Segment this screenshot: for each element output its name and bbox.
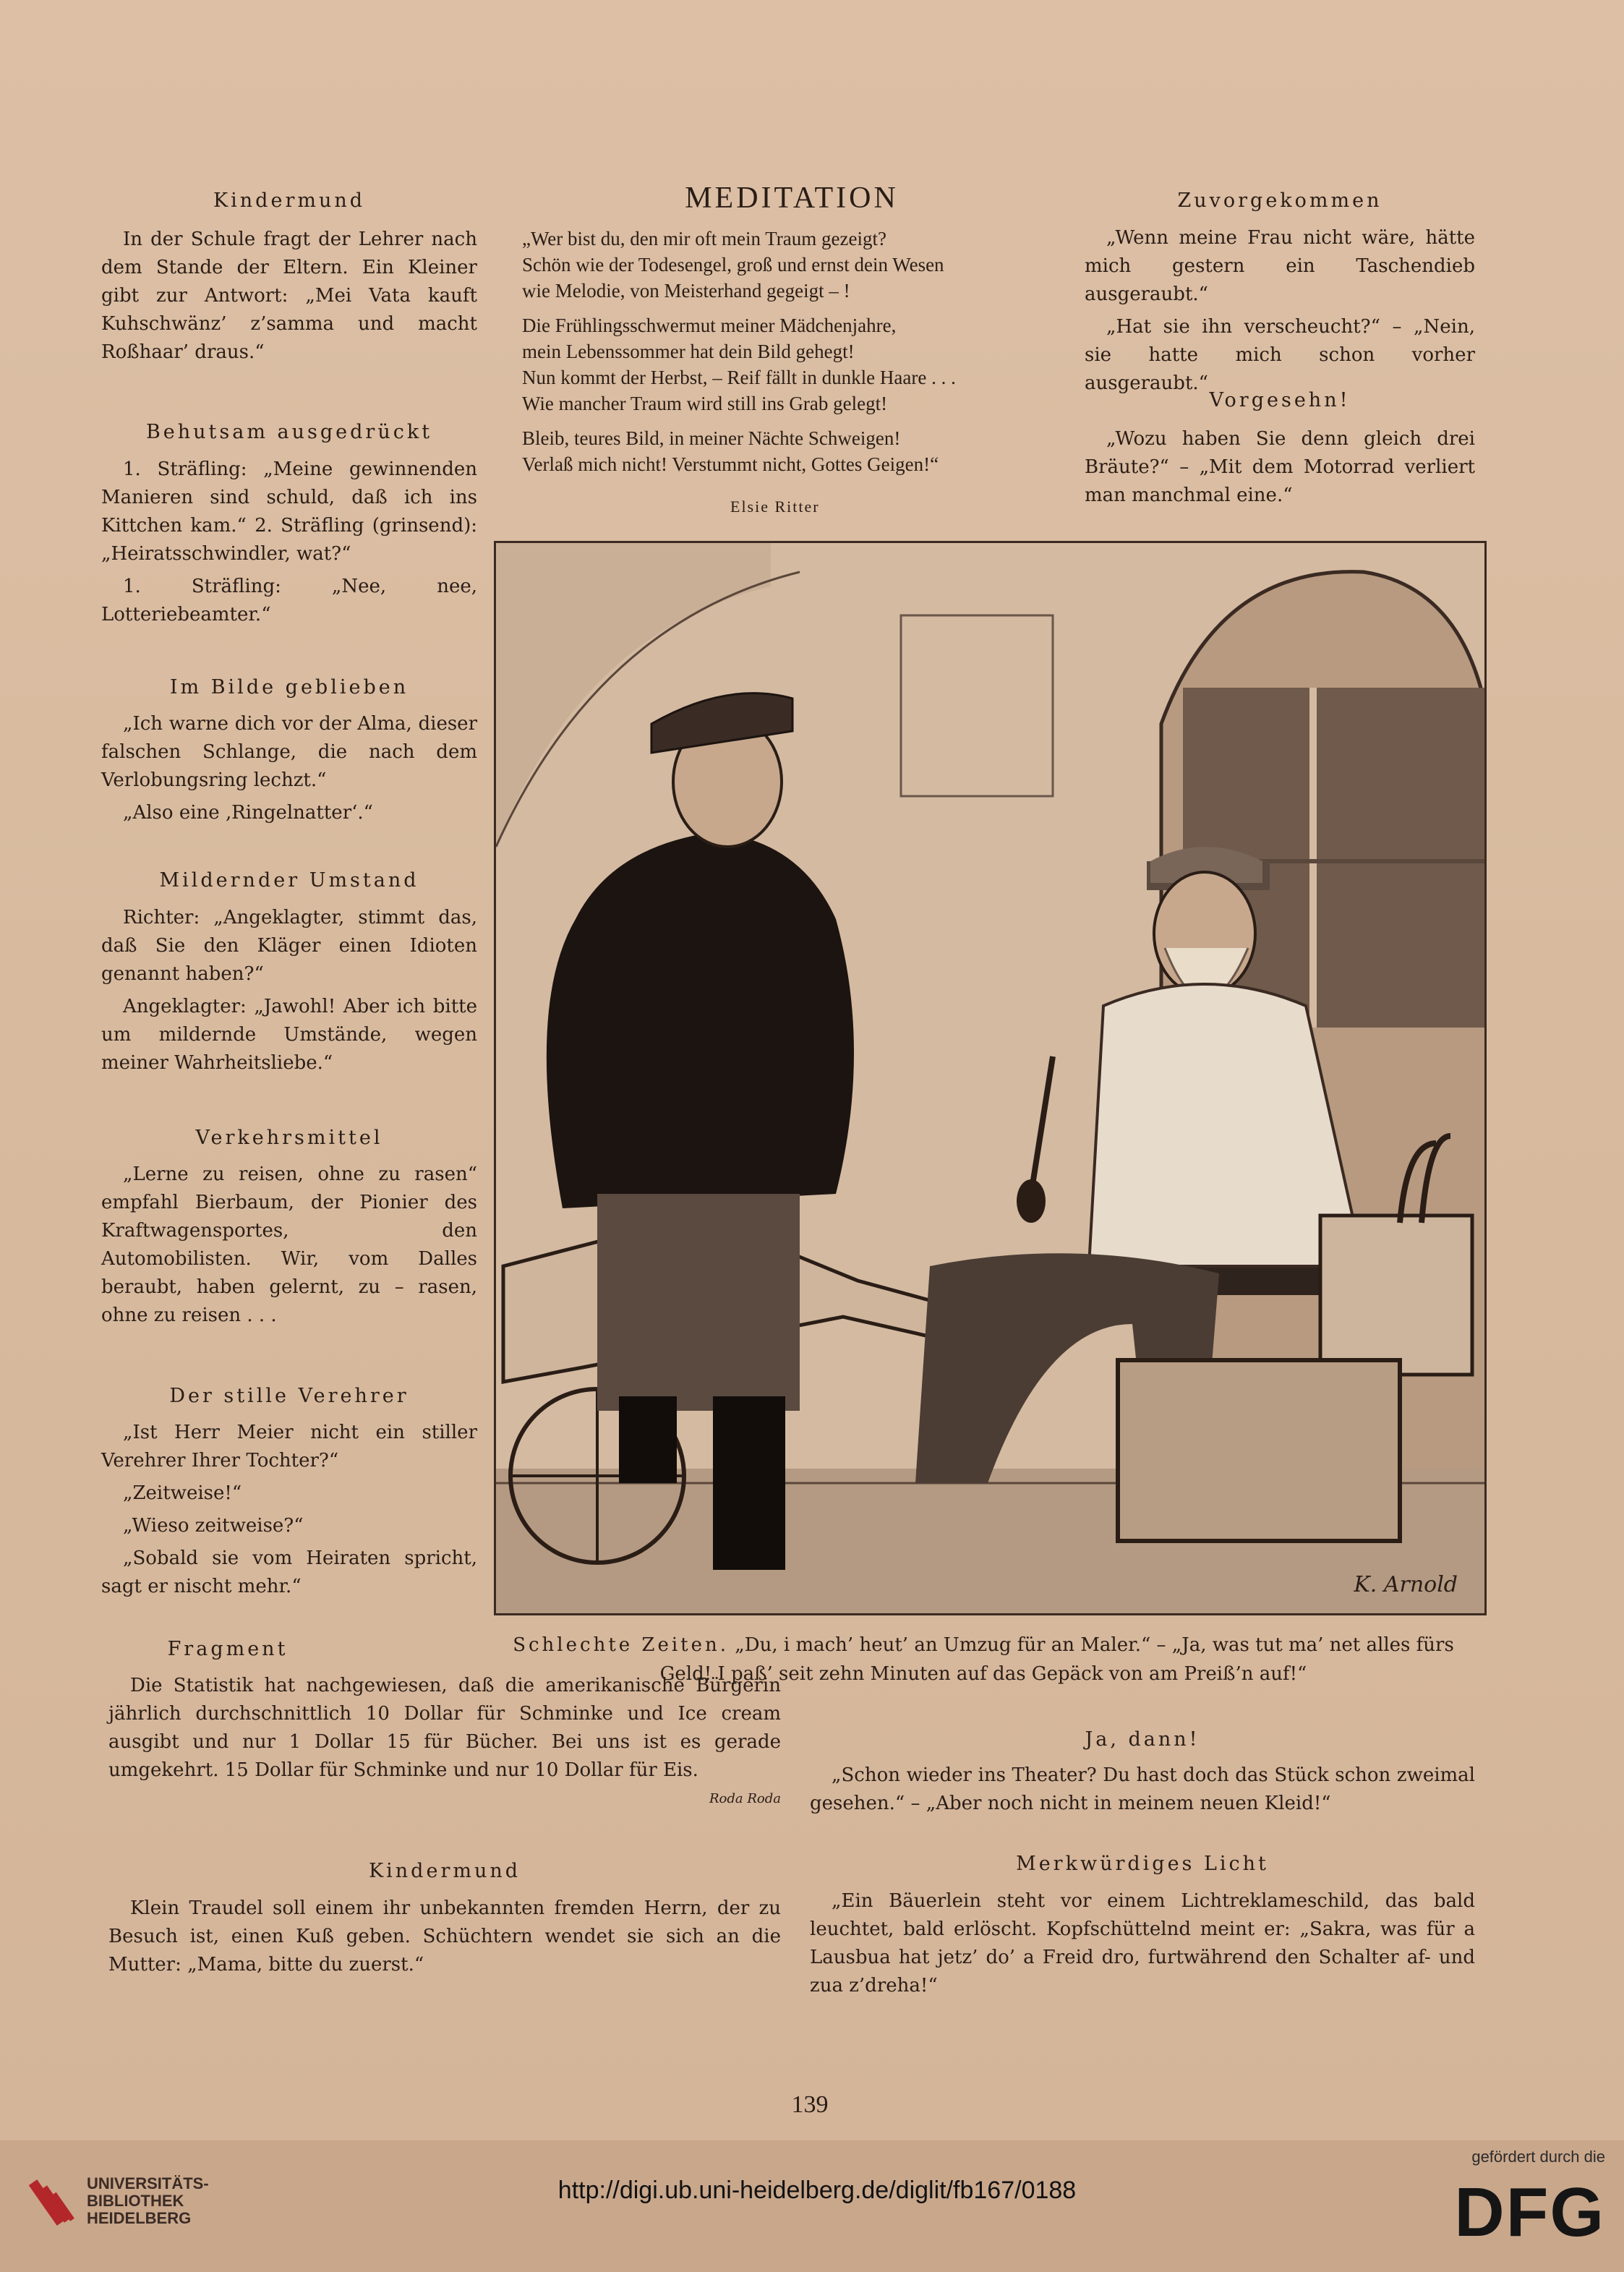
meditation-poem xyxy=(522,226,1072,486)
poem-author: Elsie Ritter xyxy=(730,497,820,516)
heading-vorgesehn: Vorgesehn! xyxy=(1209,389,1351,411)
heading-im-bilde: Im Bilde geblieben xyxy=(169,676,409,699)
caption-lead: Schlechte Zeiten. xyxy=(513,1634,730,1656)
cartoon-drawing xyxy=(496,543,1484,1613)
poem-line: mein Lebenssommer hat dein Bild gehegt! xyxy=(522,341,855,362)
text-vorgesehn xyxy=(1085,425,1475,514)
text-mildernder xyxy=(101,904,477,1082)
footer-bar xyxy=(0,2140,1624,2272)
paragraph: Klein Traudel soll einem ihr unbekannten fremden Herrn, der zu Besuch ist, einen Kuß geben. Schüchtern wendet sie sich an die Mutter: „Mama, bitte du zuerst.“ xyxy=(108,1897,781,1976)
paragraph: „Ist Herr Meier nicht ein stiller Verehrer Ihrer Tochter?“ xyxy=(101,1422,477,1472)
heading-mildernder: Mildernder Umstand xyxy=(159,869,419,892)
poem-stanza xyxy=(522,425,1072,477)
meditation-title: MEDITATION xyxy=(685,181,899,215)
dfg-logo: DFG xyxy=(1454,2174,1605,2251)
poem-stanza xyxy=(522,312,1072,417)
digitization-url-link[interactable]: http://digi.ub.uni-heidelberg.de/diglit/fb167/0188 xyxy=(557,2177,1077,2204)
text-kindermund-1 xyxy=(101,226,477,371)
paragraph: „Sobald sie vom Heiraten spricht, sagt er nischt mehr.“ xyxy=(101,1547,477,1597)
paragraph: „Lerne zu reisen, ohne zu rasen“ empfahl Bierbaum, der Pionier des Kraftwagensportes, den Automobilisten. Wir, vom Dalles beraubt, haben gelernt, zu – rasen, ohne zu reisen . . . xyxy=(101,1163,477,1326)
poem-line: Verlaß mich nicht! Verstummt nicht, Gottes Geigen!“ xyxy=(522,453,939,475)
university-library-logo-icon xyxy=(20,2174,78,2232)
text-verehrer xyxy=(101,1419,477,1605)
paragraph: 1. Sträfling: „Meine gewinnenden Manieren sind schuld, daß ich ins Kittchen kam.“ 2. Sträfling (grinsend): „Heiratsschwindler, wat?“ xyxy=(101,458,477,565)
text-zuvorgekommen xyxy=(1085,224,1475,402)
text-fragment xyxy=(108,1672,781,1813)
paragraph: „Wozu haben Sie denn gleich drei Bräute?“ – „Mit dem Motorrad verliert man manchmal eine.“ xyxy=(1085,428,1475,506)
library-line: BIBLIOTHEK xyxy=(87,2192,184,2210)
paragraph: „Wieso zeitweise?“ xyxy=(123,1515,304,1537)
text-im-bilde xyxy=(101,710,477,832)
page-number: 139 xyxy=(791,2091,829,2118)
university-library-name xyxy=(87,2175,209,2227)
poem-line: wie Melodie, von Meisterhand gegeigt – ! xyxy=(522,280,850,302)
paragraph: 1. Sträfling: „Nee, nee, Lotteriebeamter.“ xyxy=(101,576,477,625)
paragraph: „Ein Bäuerlein steht vor einem Lichtreklameschild, das bald leuchtet, bald erlöscht. Kopfschüttelnd meint er: „Sakra, was für a Lausbua hat jetz’ do’ a Freid dro, furtwährend den Schalter af- und zua z’dreha!“ xyxy=(810,1890,1475,1996)
text-merkwuerdiges xyxy=(810,1887,1475,2004)
heading-verehrer: Der stille Verehrer xyxy=(169,1385,409,1407)
poem-line: Schön wie der Todesengel, groß und ernst dein Wesen xyxy=(522,254,944,276)
heading-kindermund-1: Kindermund xyxy=(213,189,366,212)
fragment-author: Roda Roda xyxy=(709,1791,781,1806)
paragraph: In der Schule fragt der Lehrer nach dem Stande der Eltern. Ein Kleiner gibt zur Antwort: „Mei Vata kauft Kuhschwänz’ z’samma und macht Roßhaar’ draus.“ xyxy=(101,229,477,363)
heading-ja-dann: Ja, dann! xyxy=(1085,1728,1200,1751)
paragraph: „Hat sie ihn verscheucht?“ – „Nein, sie hatte mich schon vorher ausgeraubt.“ xyxy=(1085,316,1475,394)
poem-line: Bleib, teures Bild, in meiner Nächte Schweigen! xyxy=(522,427,901,449)
text-ja-dann xyxy=(810,1761,1475,1822)
heading-merkwuerdiges: Merkwürdiges Licht xyxy=(1016,1853,1269,1875)
cartoon-illustration xyxy=(494,541,1487,1615)
paragraph xyxy=(108,1672,781,1806)
library-line: HEIDELBERG xyxy=(87,2209,192,2227)
paragraph: „Wenn meine Frau nicht wäre, hätte mich gestern ein Taschendieb ausgeraubt.“ xyxy=(1085,227,1475,305)
text-behutsam xyxy=(101,456,477,633)
poem-line: Nun kommt der Herbst, – Reif fällt in dunkle Haare . . . xyxy=(522,367,956,388)
paragraph: „Schon wieder ins Theater? Du hast doch das Stück schon zweimal gesehen.“ – „Aber noch nicht in meinem neuen Kleid!“ xyxy=(810,1764,1475,1814)
poem-line: „Wer bist du, den mir oft mein Traum gezeigt? xyxy=(522,228,886,249)
paragraph: „Also eine ‚Ringelnatter‘.“ xyxy=(123,802,373,824)
paragraph: Richter: „Angeklagter, stimmt das, daß Sie den Kläger einen Idioten genannt haben?“ xyxy=(101,907,477,985)
heading-kindermund-2: Kindermund xyxy=(368,1860,521,1882)
paragraph: „Ich warne dich vor der Alma, dieser falschen Schlange, die nach dem Verlobungsring lechzt.“ xyxy=(101,713,477,791)
library-line: UNIVERSITÄTS- xyxy=(87,2174,209,2192)
heading-behutsam: Behutsam ausgedrückt xyxy=(145,421,433,443)
illustration-signature: K. Arnold xyxy=(1354,1572,1458,1597)
paragraph: „Zeitweise!“ xyxy=(123,1482,242,1504)
paragraph: Angeklagter: „Jawohl! Aber ich bitte um mildernde Umstände, wegen meiner Wahrheitsliebe.“ xyxy=(101,996,477,1074)
heading-fragment: Fragment xyxy=(167,1638,289,1660)
heading-verkehrsmittel: Verkehrsmittel xyxy=(195,1127,383,1149)
poem-line: Die Frühlingsschwermut meiner Mädchenjahre, xyxy=(522,315,897,336)
poem-stanza xyxy=(522,226,1072,304)
fragment-body: Die Statistik hat nachgewiesen, daß die amerikanische Bürgerin jährlich durchschnittlich 10 Dollar für Schminke und Ice cream ausgibt und nur 1 Dollar 15 für Bücher. Bei uns ist es gerade umgekehrt. 15 Dollar für Schminke und nur 10 Dollar für Eis. xyxy=(108,1675,781,1781)
text-kindermund-2 xyxy=(108,1895,781,1983)
caption-text: „Du, i mach’ heut’ an Umzug für an Maler.“ – „Ja, was tut ma’ net alles fürs Geld! I paß’ seit zehn Minuten auf das Gepäck von am Preiß’n auf!“ xyxy=(659,1634,1454,1685)
heading-zuvorgekommen: Zuvorgekommen xyxy=(1177,189,1382,212)
funded-by-label: gefördert durch die xyxy=(1471,2148,1605,2166)
text-verkehrsmittel xyxy=(101,1161,477,1334)
poem-line: Wie mancher Traum wird still ins Grab gelegt! xyxy=(522,393,888,414)
